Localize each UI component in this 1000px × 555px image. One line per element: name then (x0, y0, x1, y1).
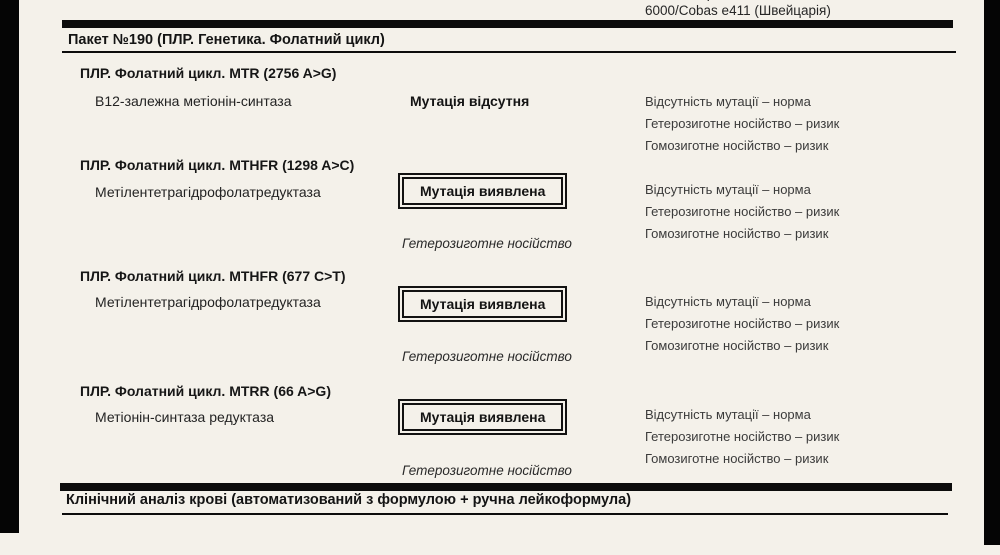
top-thick-rule (62, 20, 953, 28)
reference-line: Гетерозиготне носійство – ризик (645, 316, 840, 331)
result-box-mutation-detected (398, 399, 567, 435)
analyzer-note (645, 0, 975, 19)
reference-legend (645, 179, 975, 245)
bottom-thick-rule (60, 483, 952, 491)
reference-line: Гетерозиготне носійство – ризик (645, 116, 840, 131)
package-title: Пакет №190 (ПЛР. Генетика. Фолатний цикл) (68, 32, 385, 48)
test-name: В12-залежна метіонін-синтаза (95, 93, 292, 109)
reference-line: Гетерозиготне носійство – ризик (645, 429, 840, 444)
reference-line: Відсутність мутації – норма (645, 182, 811, 197)
reference-line: Гомозиготне носійство – ризик (645, 451, 829, 466)
right-frame-bar (984, 0, 1000, 545)
reference-line: Гетерозиготне носійство – ризик (645, 204, 840, 219)
test-name: Метілентетрагідрофолатредуктаза (95, 184, 321, 200)
next-section-underline (62, 513, 948, 515)
section-header-mthfr-1298: ПЛР. Фолатний цикл. MTHFR (1298 A>C) (80, 157, 355, 173)
test-name: Метілентетрагідрофолатредуктаза (95, 294, 321, 310)
section-header-mtrr: ПЛР. Фолатний цикл. MTRR (66 A>G) (80, 383, 331, 399)
reference-line: Гомозиготне носійство – ризик (645, 226, 829, 241)
package-title-underline (62, 51, 956, 53)
result-box-mutation-detected (398, 286, 567, 322)
test-name: Метіонін-синтаза редуктаза (95, 409, 275, 425)
analyzer-line: 6000/Cobas e411 (Швейцарія) (645, 3, 831, 18)
result-text: Мутація виявлена (402, 177, 563, 205)
left-frame-bar (0, 0, 19, 533)
result-note-heterozygous: Гетерозиготне носійство (402, 236, 572, 251)
result-text-mutation-absent: Мутація відсутня (410, 93, 530, 109)
result-text: Мутація виявлена (402, 290, 563, 318)
result-box-mutation-detected (398, 173, 567, 209)
reference-line: Відсутність мутації – норма (645, 294, 811, 309)
result-note-heterozygous: Гетерозиготне носійство (402, 349, 572, 364)
section-header-mthfr-677: ПЛР. Фолатний цикл. MTHFR (677 C>T) (80, 268, 346, 284)
reference-line: Відсутність мутації – норма (645, 407, 811, 422)
result-note-heterozygous: Гетерозиготне носійство (402, 463, 572, 478)
reference-line: Відсутність мутації – норма (645, 94, 811, 109)
result-text: Мутація виявлена (402, 403, 563, 431)
reference-legend (645, 291, 975, 357)
reference-line: Гомозиготне носійство – ризик (645, 338, 829, 353)
reference-line: Гомозиготне носійство – ризик (645, 138, 829, 153)
section-header-mtr: ПЛР. Фолатний цикл. MTR (2756 A>G) (80, 65, 337, 81)
next-section-title: Клінічний аналіз крові (автоматизований з формулою + ручна лейкоформула) (66, 492, 632, 508)
reference-legend (645, 91, 975, 157)
reference-legend (645, 404, 975, 470)
